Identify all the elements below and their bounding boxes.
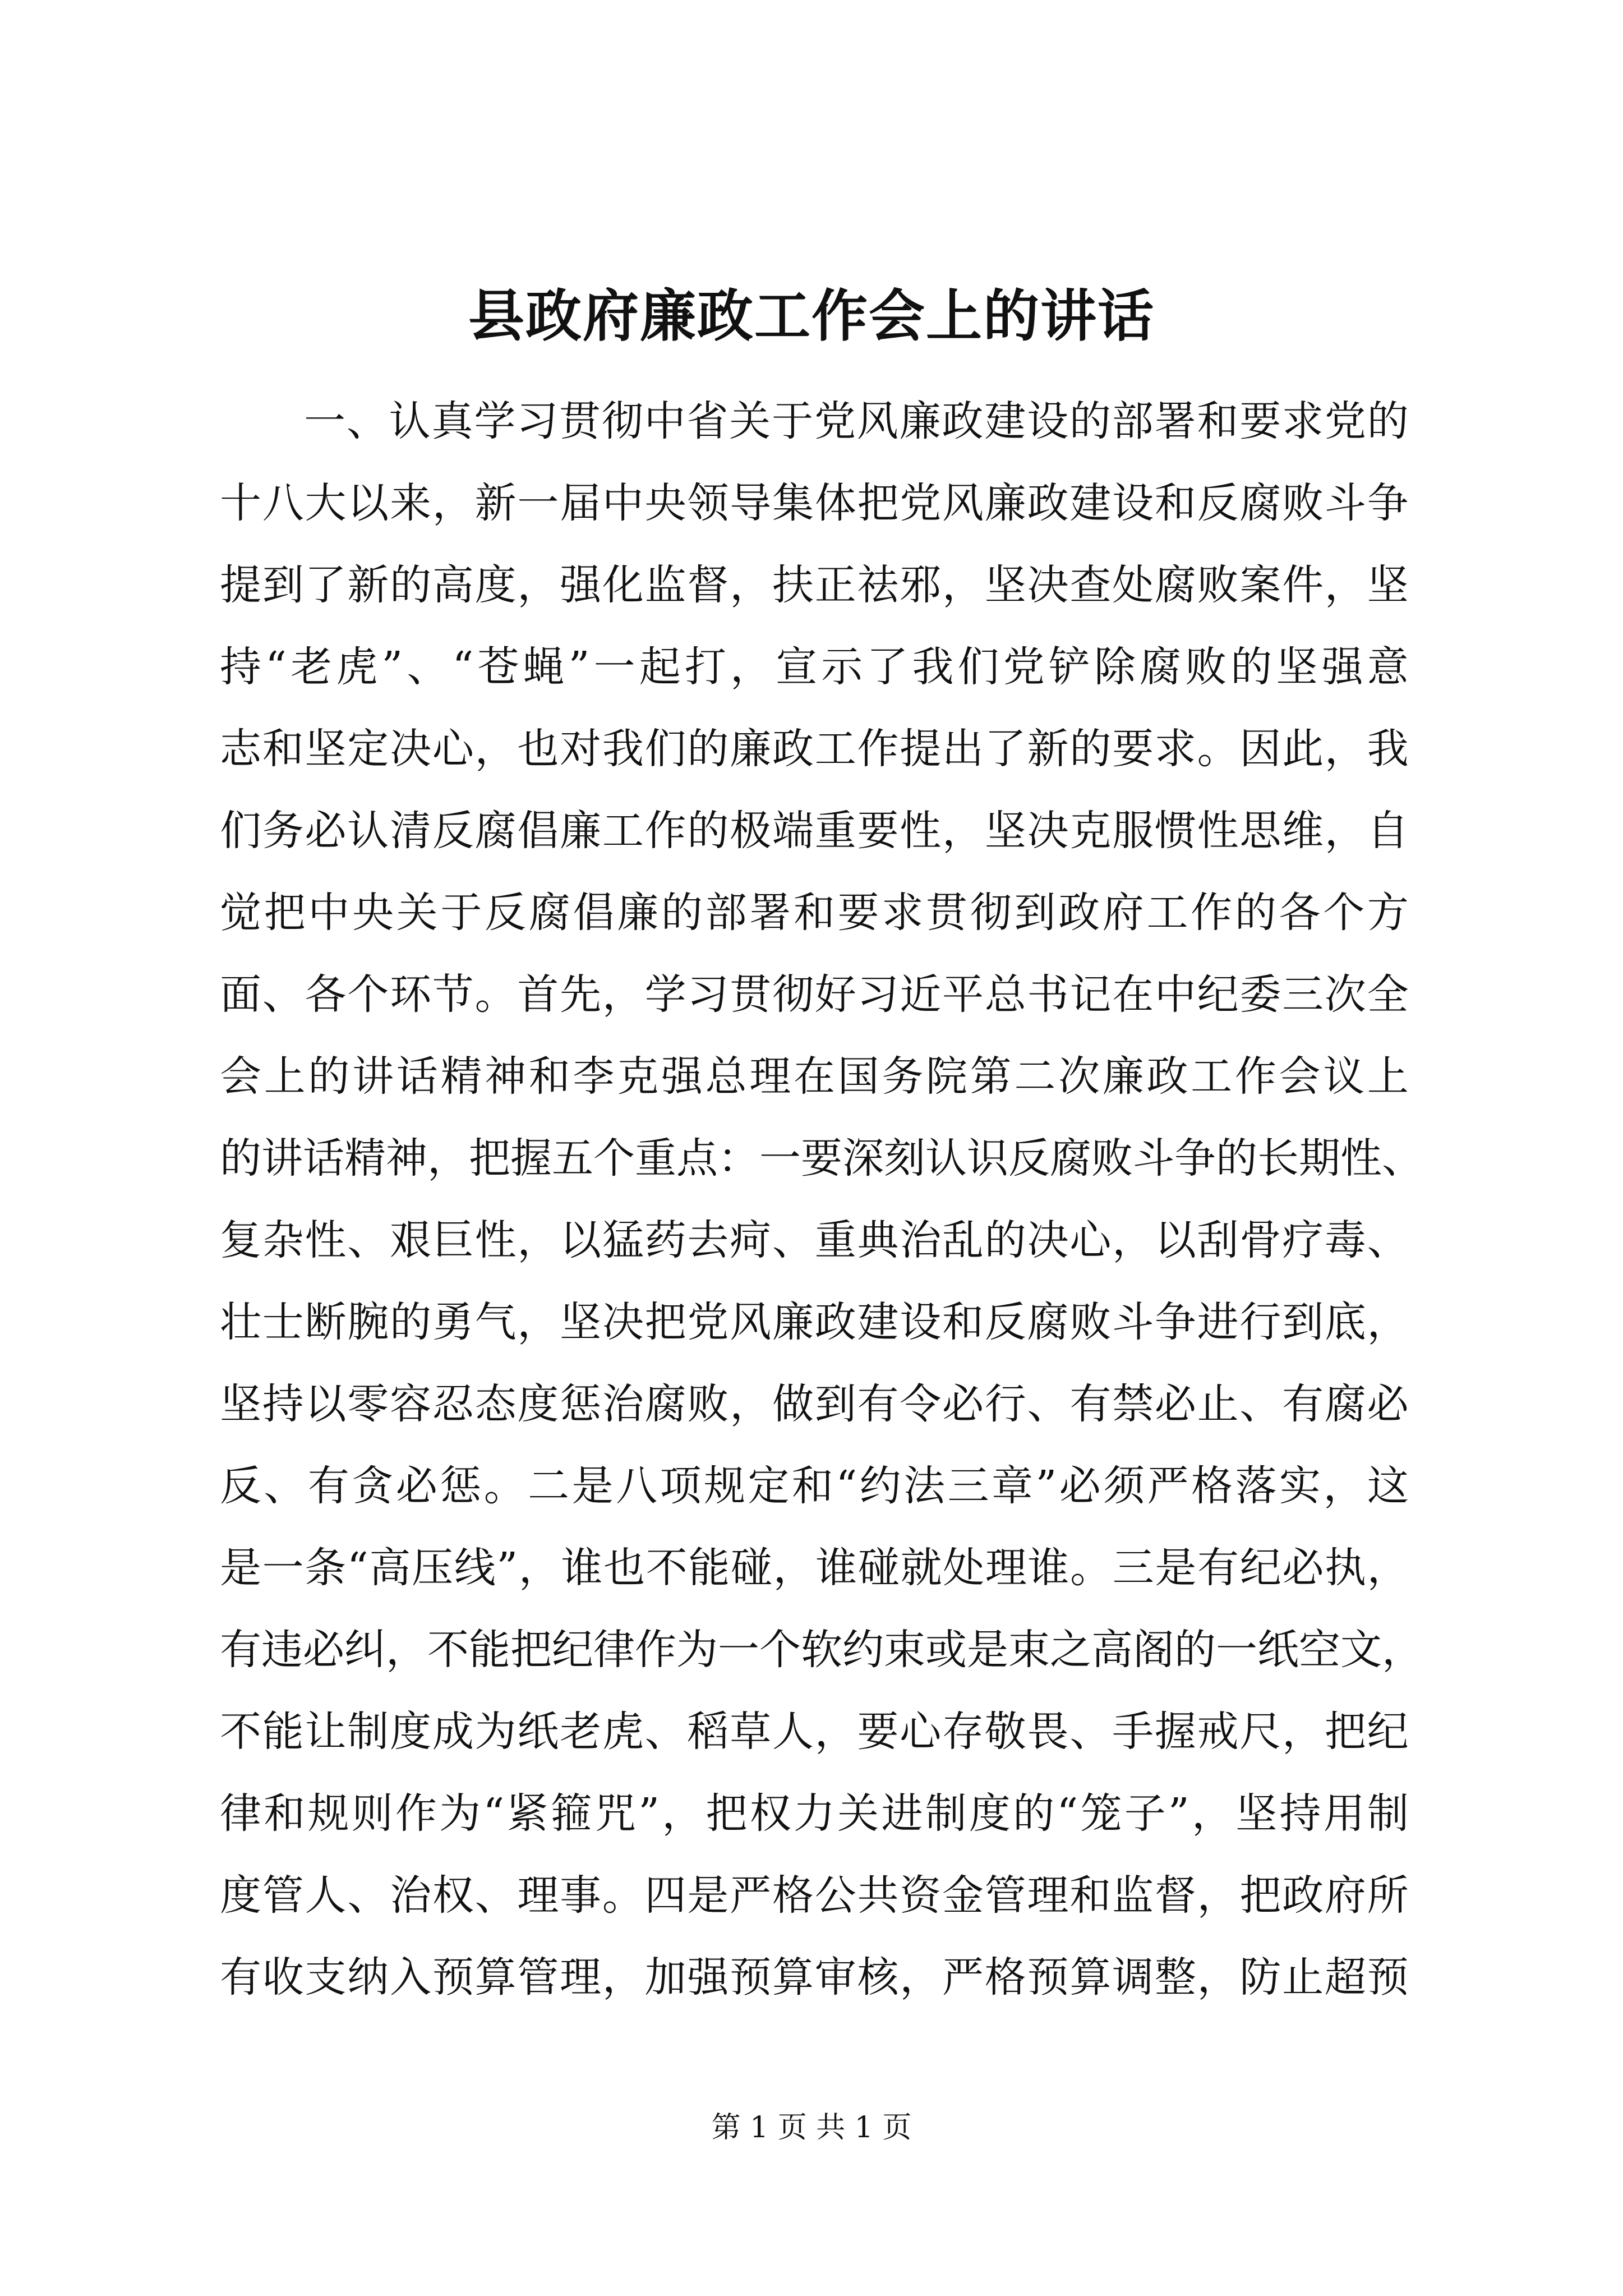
body-line: 度 管 人 、 治 权 、 理 事 。 四 是 严 格 公 共 资 金 管 理 和 监 督 ， 把 政 府 所 xyxy=(220,1871,1409,1920)
body-line: 十 八 大 以 来 ， 新 一 届 中 央 领 导 集 体 把 党 风 廉 政 建 设 和 反 腐 败 斗 争 xyxy=(220,479,1409,527)
body-line: 提 到 了 新 的 高 度 ， 强 化 监 督 ， 扶 正 祛 邪 ， 坚 决 查 处 腐 败 案 件 ， 坚 xyxy=(220,561,1409,609)
body-line: 有 收 支 纳 入 预 算 管 理 ， 加 强 预 算 审 核 ， 严 格 预 算 调 整 ， 防 止 超 预 xyxy=(220,1953,1409,2001)
body-line: 觉 把 中 央 关 于 反 腐 倡 廉 的 部 署 和 要 求 贯 彻 到 政 府 工 作 的 各 个 方 xyxy=(220,889,1409,937)
body-line: 一 、 认 真 学 习 贯 彻 中 省 关 于 党 风 廉 政 建 设 的 部 署 和 要 求 党 的 xyxy=(304,397,1409,445)
body-line: 律 和 规 则 作 为 “ 紧 箍 咒 ” ， 把 权 力 关 进 制 度 的 “ 笼 子 ” ， 坚 持 用 制 xyxy=(220,1789,1409,1838)
body-line: 坚 持 以 零 容 忍 态 度 惩 治 腐 败 ， 做 到 有 令 必 行 、 有 禁 必 止 、 有 腐 必 xyxy=(220,1380,1409,1428)
body-line: 反 、 有 贪 必 惩 。 二 是 八 项 规 定 和 “ 约 法 三 章 ” 必 须 严 格 落 实 ， 这 xyxy=(220,1462,1409,1510)
body-line: 会 上 的 讲 话 精 神 和 李 克 强 总 理 在 国 务 院 第 二 次 廉 政 工 作 会 议 上 xyxy=(220,1052,1409,1101)
document-title: 县政府廉政工作会上的讲话 xyxy=(468,283,1155,349)
document-body xyxy=(220,390,1423,2028)
body-line: 的 讲 话 精 神 ， 把 握 五 个 重 点 ： 一 要 深 刻 认 识 反 腐 败 斗 争 的 长 期 性 、 xyxy=(220,1134,1423,1182)
body-line: 面 、 各 个 环 节 。 首 先 ， 学 习 贯 彻 好 习 近 平 总 书 记 在 中 纪 委 三 次 全 xyxy=(220,970,1409,1019)
body-line: 们 务 必 认 清 反 腐 倡 廉 工 作 的 极 端 重 要 性 ， 坚 决 克 服 惯 性 思 维 ， 自 xyxy=(220,807,1409,855)
body-line: 不 能 让 制 度 成 为 纸 老 虎 、 稻 草 人 ， 要 心 存 敬 畏 、 手 握 戒 尺 ， 把 纪 xyxy=(220,1708,1409,1756)
body-line: 是 一 条 “ 高 压 线 ” ， 谁 也 不 能 碰 ， 谁 碰 就 处 理 谁 。 三 是 有 纪 必 执 ， xyxy=(220,1544,1409,1592)
body-line: 壮 士 断 腕 的 勇 气 ， 坚 决 把 党 风 廉 政 建 设 和 反 腐 败 斗 争 进 行 到 底 ， xyxy=(220,1298,1409,1346)
body-line: 有 违 必 纠 ， 不 能 把 纪 律 作 为 一 个 软 约 束 或 是 束 之 高 阁 的 一 纸 空 文 ， xyxy=(220,1626,1423,1674)
body-line: 志 和 坚 定 决 心 ， 也 对 我 们 的 廉 政 工 作 提 出 了 新 的 要 求 。 因 此 ， 我 xyxy=(220,725,1409,773)
body-line: 复 杂 性 、 艰 巨 性 ， 以 猛 药 去 疴 、 重 典 治 乱 的 决 心 ， 以 刮 骨 疗 毒 、 xyxy=(220,1216,1409,1264)
page-footer: 第 1 页 共 1 页 xyxy=(711,2111,912,2145)
body-line: 持 “ 老 虎 ” 、 “ 苍 蝇 ” 一 起 打 ， 宣 示 了 我 们 党 铲 除 腐 败 的 坚 强 意 xyxy=(220,643,1409,691)
